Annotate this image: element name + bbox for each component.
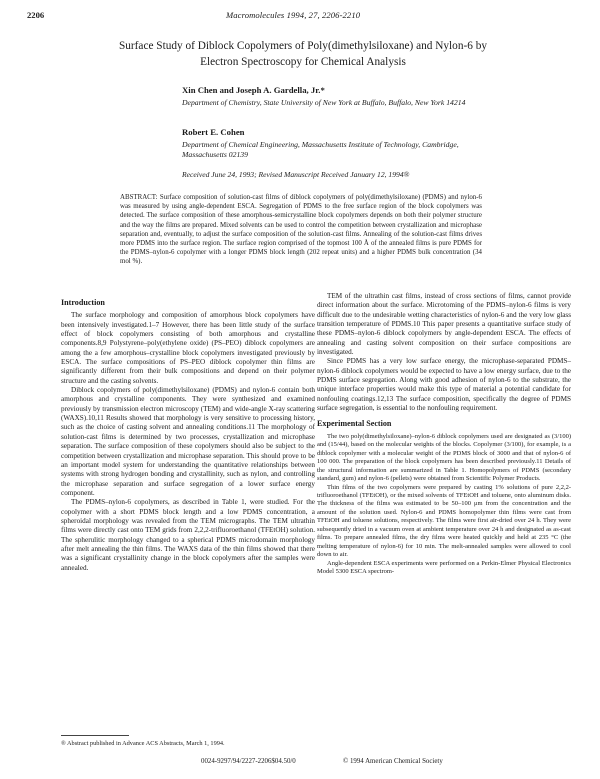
left-column: [61, 292, 315, 573]
article-code: 0024-9297/94/2227-2206$04.50/0: [201, 758, 296, 765]
copyright: © 1994 American Chemical Society: [343, 758, 443, 765]
abstract: ABSTRACT: Surface composition of solution-cast films of diblock copolymers of poly(dimethylsiloxane) (PDMS) and nylon-6 was measured by using angle-dependent ESCA. Segregation of PDMS to the free surface region of the block copolymers was detected. The surface composition of these amorphous-semicrystalline block copolymers depends on both their polymer structure and the way the films are prepared. Mixed solvents can be used to control the competition between crystallization and microphase separation and, eventually, to adjust the surface composition of the solution-cast films. Annealing of the solution-cast films drives more PDMS into the surface region. The surface region comprised of the topmost 100 Å of the annealed films is pure PDMS for the PDMS–nylon-6 copolymer with a longer PDMS block length (202 repeat units) and a higher PDMS bulk concentration (34 mol %).: [120, 194, 482, 266]
page-number: 2206: [27, 10, 45, 20]
right-column: [317, 292, 571, 577]
author-names-2: Robert E. Cohen: [182, 127, 245, 137]
received-dates: Received June 24, 1993; Revised Manuscript Received January 12, 1994®: [182, 170, 410, 179]
paragraph: Diblock copolymers of poly(dimethylsiloxane) (PDMS) and nylon-6 contain both amorphous and crystalline components. They were synthesized and examined previously by transmission electron microscopy (TEM) and wide-angle X-ray scattering (WAXS).10,11 Results showed that morphology is very sensitive to processing history, such as the choice of casting solvent and annealing conditions.11 The morphology of solution-cast films is determined by two processes, crystallization and microphase separation. The surface composition of these copolymers should also be subject to the competition between crystallization and microphase separation. This should prove to be an important model system for understanding the quantitative relationships between systems with strong hydrogen bonding and crystallinity, such as nylon, and controlling the microphase separation and surface segregation of a lower surface energy component.: [61, 386, 315, 497]
author-names-1: Xin Chen and Joseph A. Gardella, Jr.*: [182, 85, 325, 95]
paragraph: The surface morphology and composition of amorphous block copolymers have been intensively investigated.1–7 However, there has been little study of the surface effect of block copolymers consisting of both amorphous and crystalline components.8,9 Polystyrene–poly(ethylene oxide) (PS–PEO) diblock copolymers are among the a few amorphous–crystalline block copolymers investigated previously by ESCA. The surface compositions of PS–PEO diblock copolymer thin films are significantly different from their bulk compositions and depend on their polymer structure and the casting solvents.: [61, 311, 315, 385]
affiliation-2: Department of Chemical Engineering, Massachusetts Institute of Technology, Cambridge, Massachusetts 02139: [182, 140, 459, 160]
paragraph: Thin films of the two copolymers were prepared by casting 1% solutions of pure 2,2,2-trifluoroethanol (TFEtOH), or the mixed solvents of TFEtOH and toluene, onto aluminum disks. The thickness of the films was estimated to be 50–100 μm from the concentration and the amount of the solution used. Nylon-6 and PDMS homopolymer thin films were cast from TFEtOH and toluene solutions, respectively. The films were first air-dried over 24 h. They were subsequently dried in a vacuum oven at ambient temperature over 24 h and designated as as-cast films. To prepare annealed films, the dry films were heated quickly and held at 235 °C (the melting temperature of nylon-6) for 10 min. The melt-annealed samples were allowed to cool down to air.: [317, 483, 571, 559]
footnote-divider: [61, 735, 129, 736]
article-title: Surface Study of Diblock Copolymers of Poly(dimethylsiloxane) and Nylon-6 by Electron Spectroscopy for Chemical Analysis: [118, 40, 488, 68]
affiliation-1: Department of Chemistry, State University of New York at Buffalo, Buffalo, New York 14214: [182, 98, 466, 107]
journal-header: Macromolecules 1994, 27, 2206-2210: [226, 10, 361, 20]
paragraph: TEM of the ultrathin cast films, instead of cross sections of films, cannot provide direct information about the surface. Microtoming of the PDMS–nylon-6 films is very difficult due to the undesirable wetting characteristics of nylon-6 and the very low glass transition temperature of PDMS.10 This paper presents a quantitative surface study of these PDMS–nylon-6 diblock copolymers by angle-dependent ESCA. The effects of annealing and casting solvent composition on their surface compositions are investigated.: [317, 292, 571, 357]
paragraph: The two poly(dimethylsiloxane)–nylon-6 diblock copolymers used are designated as (3/100) and (15/44), based on the molecular weights of the blocks. Copolymer (3/100), for example, is a diblock copolymer with a molecular weight of the PDMS block of 3000 and that of nylon-6 of 100 000. The preparation of the block copolymers has been described previously.11 Details of the structural information are summarized in Table 1. Homopolymers of PDMS (secondary standard, gum) and nylon-6 (pellets) were obtained from Scientific Polymer Products.: [317, 432, 571, 483]
paragraph: The PDMS–nylon-6 copolymers, as described in Table 1, were studied. For the copolymer with a short PDMS block length and a low PDMS concentration, a spheroidal morphology was revealed from the TEM micrographs. The TEM ultrathin films were directly cast onto TEM grids from 2,2,2-trifluoroethanol (TFEtOH) solution. The spherulitic morphology changed to a spherical PDMS microdomain morphology after melt annealing the thin films. The WAXS data of the thin films showed that there was a significant crystallinity change in the block copolymers after the samples were annealed.: [61, 498, 315, 572]
footnote: ® Abstract published in Advance ACS Abstracts, March 1, 1994.: [61, 740, 225, 747]
paragraph: Since PDMS has a very low surface energy, the microphase-separated PDMS–nylon-6 diblock copolymers would be expected to have a low energy surface, due to the PDMS surface segregation. Along with good adhesion of nylon-6 to the substrate, the unique interface properties would make this type of material a potential candidate for nonfouling coatings.12,13 The surface composition, specifically the degree of PDMS surface segregation, is essential to the nonfouling requirement.: [317, 357, 571, 413]
paragraph: Angle-dependent ESCA experiments were performed on a Perkin-Elmer Physical Electronics Model 5300 ESCA spectrom-: [317, 559, 571, 576]
section-heading-experimental: Experimental Section: [317, 419, 392, 429]
section-heading-introduction: Introduction: [61, 298, 105, 307]
